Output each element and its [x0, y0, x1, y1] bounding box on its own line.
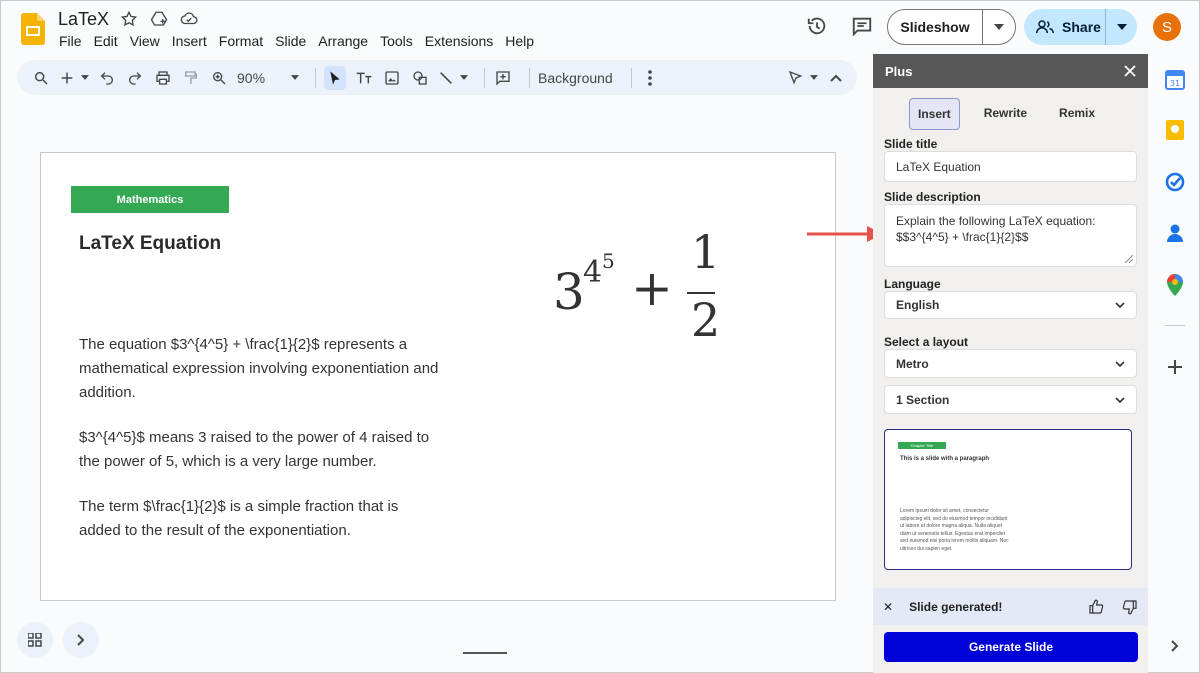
layout-label: Select a layout	[884, 335, 969, 349]
menu-extensions[interactable]: Extensions	[424, 33, 494, 49]
new-slide-icon[interactable]	[59, 66, 89, 90]
chevron-right-icon	[77, 634, 85, 646]
slide-description-label: Slide description	[884, 190, 981, 204]
slides-logo[interactable]	[21, 13, 45, 45]
paragraph: $3^{4^5}$ means 3 raised to the power of 4 raised to the power of 5, which is a very large number.	[79, 429, 430, 470]
slide-title-input[interactable]	[884, 151, 1137, 182]
plus-addon-panel	[873, 54, 1148, 673]
tab-insert[interactable]: Insert	[909, 98, 960, 130]
move-to-drive-icon[interactable]	[149, 9, 169, 29]
menu-tools[interactable]: Tools	[380, 33, 413, 49]
slideshow-button[interactable]	[887, 9, 1016, 45]
resize-handle-icon[interactable]	[1125, 255, 1133, 263]
generate-slide-button[interactable]: Generate Slide	[884, 632, 1138, 662]
slideshow-dropdown[interactable]	[983, 24, 1015, 30]
chevron-down-icon	[291, 75, 299, 80]
comments-icon[interactable]	[851, 15, 873, 42]
chevron-down-icon	[1115, 361, 1125, 367]
shape-icon[interactable]	[410, 66, 430, 90]
star-icon[interactable]	[119, 9, 139, 29]
slide-title-value: LaTeX Equation	[896, 159, 981, 174]
contacts-icon[interactable]	[1164, 222, 1186, 244]
equation-base: 3	[553, 263, 585, 321]
chevron-down-icon	[1115, 302, 1125, 308]
speaker-notes-handle[interactable]	[463, 652, 507, 654]
chevron-down-icon	[1117, 24, 1127, 30]
menu-view[interactable]: View	[129, 33, 160, 49]
tasks-icon[interactable]	[1164, 171, 1186, 193]
section-value: 1 Section	[896, 392, 950, 407]
panel-title: Plus	[885, 63, 913, 79]
grid-icon	[28, 633, 42, 647]
paragraph: The equation $3^{4^5} + \frac{1}{2}$ represents a mathematical expression involving exponentiation and addition.	[79, 336, 439, 401]
thumbs-up-icon[interactable]	[1088, 599, 1104, 615]
menu-help[interactable]: Help	[505, 33, 535, 49]
background-button[interactable]: Background	[538, 69, 613, 86]
equation-denominator: 2	[691, 293, 721, 347]
text-box-icon[interactable]	[354, 66, 374, 90]
add-addon-icon[interactable]	[1164, 356, 1186, 378]
slide-title-label: Slide title	[884, 137, 938, 151]
layout-select[interactable]	[884, 349, 1137, 378]
menu-format[interactable]: Format	[218, 33, 264, 49]
tab-rewrite[interactable]: Rewrite	[983, 106, 1028, 120]
calendar-icon[interactable]	[1164, 69, 1186, 91]
version-history-icon[interactable]	[806, 15, 828, 42]
toast-message: Slide generated!	[909, 599, 1003, 614]
search-menus-icon[interactable]	[31, 66, 51, 90]
toolbar	[17, 60, 857, 95]
zoom-value: 90%	[237, 69, 266, 86]
chevron-down-icon	[1115, 397, 1125, 403]
mode-tabs	[909, 98, 1119, 130]
add-comment-icon[interactable]	[493, 66, 513, 90]
menu-edit[interactable]: Edit	[93, 33, 118, 49]
maps-icon[interactable]	[1164, 274, 1186, 296]
menu-insert[interactable]: Insert	[171, 33, 207, 49]
preview-body: Lorem ipsum dolor sit amet, consectetur adipiscing elit, sed do eiusmod tempor incididunt ut labore et dolore magna aliqua. Nulla aliquet diam ut venenatis tellus. Egestas erat imperdiet sed euismod nisi porta lorem mollis aliquam. Nec ultrices dui sapien eget.	[900, 508, 1009, 552]
layout-preview[interactable]	[884, 429, 1132, 570]
share-button[interactable]	[1024, 9, 1137, 45]
category-badge[interactable]: Mathematics	[71, 186, 229, 213]
equation-exponent: 4	[583, 255, 603, 290]
keep-icon[interactable]	[1164, 119, 1186, 141]
grid-view-button[interactable]	[17, 622, 53, 658]
avatar[interactable]: S	[1153, 13, 1181, 41]
slideshow-label[interactable]: Slideshow	[888, 10, 983, 44]
dismiss-icon[interactable]: ✕	[883, 599, 894, 614]
zoom-icon[interactable]	[209, 66, 229, 90]
slide-title[interactable]: LaTeX Equation	[79, 233, 222, 254]
insert-image-icon[interactable]	[382, 66, 402, 90]
description-line: $$3^{4^5} + \frac{1}{2}$$	[896, 230, 1029, 244]
section-select[interactable]	[884, 385, 1137, 414]
equation-plus: +	[631, 259, 673, 317]
share-label: Share	[1062, 19, 1101, 35]
expand-filmstrip-button[interactable]	[63, 622, 99, 658]
side-rail	[1151, 54, 1200, 673]
description-line: Explain the following LaTeX equation:	[896, 214, 1096, 228]
paragraph: The term $\frac{1}{2}$ is a simple fraction that is added to the result of the exponentiation.	[79, 498, 399, 539]
close-icon[interactable]	[1124, 65, 1136, 77]
preview-badge: Chapter Title	[898, 442, 946, 449]
menu-arrange[interactable]: Arrange	[318, 33, 369, 49]
rendered-equation[interactable]	[553, 225, 733, 363]
language-value: English	[896, 298, 940, 312]
print-icon[interactable]	[153, 66, 173, 90]
slide-body[interactable]	[79, 333, 439, 564]
equation-nested-exponent: 5	[602, 249, 615, 273]
slide-canvas[interactable]	[40, 152, 836, 601]
line-icon[interactable]	[438, 66, 468, 90]
redo-icon[interactable]	[125, 66, 145, 90]
equation-numerator: 1	[691, 225, 721, 279]
collapse-toolbar-icon[interactable]	[826, 66, 846, 90]
menu-bar	[59, 33, 546, 49]
menu-slide[interactable]: Slide	[275, 33, 307, 49]
status-toast	[873, 588, 1148, 625]
preview-title: This is a slide with a paragraph	[900, 456, 990, 462]
zoom-select[interactable]	[237, 66, 299, 90]
tab-remix[interactable]: Remix	[1059, 106, 1096, 120]
thumbs-down-icon[interactable]	[1122, 599, 1138, 615]
language-select[interactable]	[884, 291, 1137, 319]
svg-text:31: 31	[1169, 79, 1181, 88]
language-label: Language	[884, 277, 941, 291]
menu-file[interactable]: File	[59, 33, 82, 49]
undo-icon[interactable]	[97, 66, 117, 90]
slide-description-textarea[interactable]	[884, 204, 1137, 267]
people-icon	[1036, 20, 1054, 34]
layout-value: Metro	[896, 356, 929, 371]
chevron-down-icon	[994, 24, 1004, 30]
document-title[interactable]: LaTeX	[58, 9, 110, 29]
paint-format-icon[interactable]	[181, 66, 201, 90]
pen-tool-icon[interactable]	[788, 66, 818, 90]
select-tool-icon[interactable]	[324, 66, 346, 90]
more-options-icon[interactable]	[640, 66, 660, 90]
expand-rail-icon[interactable]	[1164, 635, 1186, 657]
cloud-saved-icon[interactable]	[179, 9, 199, 29]
share-dropdown[interactable]	[1106, 24, 1137, 30]
